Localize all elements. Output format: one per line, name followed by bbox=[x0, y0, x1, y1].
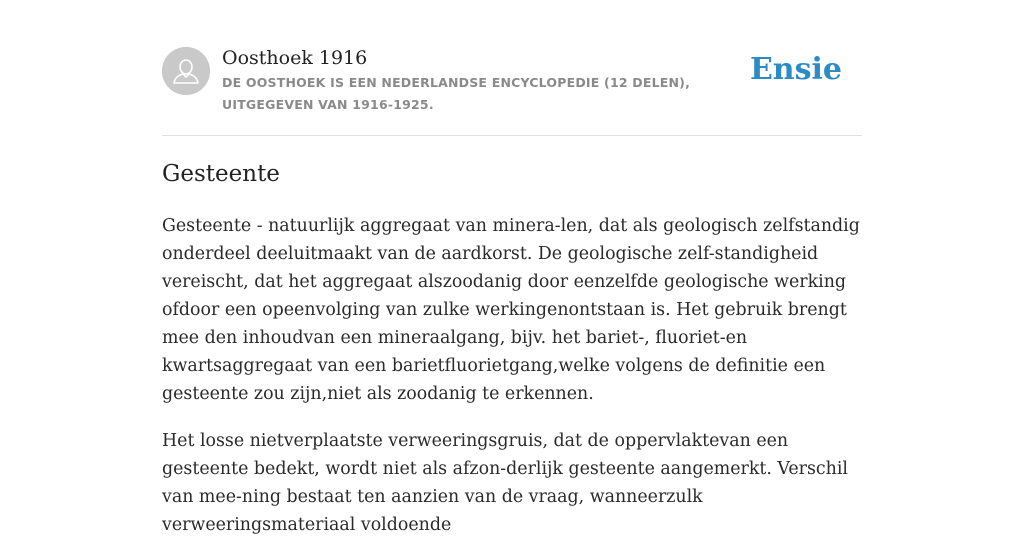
source-description: DE OOSTHOEK IS EEN NEDERLANDSE ENCYCLOPEDIE (12 DELEN), UITGEGEVEN VAN 1916-1925. bbox=[222, 75, 691, 112]
article-body bbox=[162, 212, 868, 558]
article-paragraph: Gesteente - natuurlijk aggregaat van minera-len, dat als geologisch zelfstandig onderdeel deeluitmaakt van de aardkorst. De geologische zelf-standigheid vereischt, dat het aggregaat alszoodanig door eenzelfde geologische werking ofdoor een opeenvolging van zulke werkingenontstaan is. Het gebruik brengt mee den inhoudvan een mineraalgang, bijv. het bariet-, fluoriet-en kwartsaggregaat van een barietfluorietgang,welke volgens de definitie een gesteente zou zijn,niet als zoodanig te erkennen. bbox=[162, 216, 860, 404]
article-paragraph: Het losse nietverplaatste verweeringsgruis, dat de oppervlaktevan een gesteente bedekt, wordt niet als afzon-derlijk gesteente aangemerkt. Verschil van mee-ning bestaat ten aanzien van de vraag, wanneerzulk verweeringsmateriaal voldoende bbox=[162, 431, 848, 535]
user-avatar-icon[interactable] bbox=[162, 47, 210, 95]
source-header bbox=[162, 44, 862, 136]
source-title[interactable]: Oosthoek 1916 bbox=[222, 47, 368, 69]
header-divider bbox=[162, 135, 862, 136]
ensie-logo[interactable]: Ensie bbox=[749, 52, 842, 87]
article-title: Gesteente bbox=[162, 161, 280, 187]
